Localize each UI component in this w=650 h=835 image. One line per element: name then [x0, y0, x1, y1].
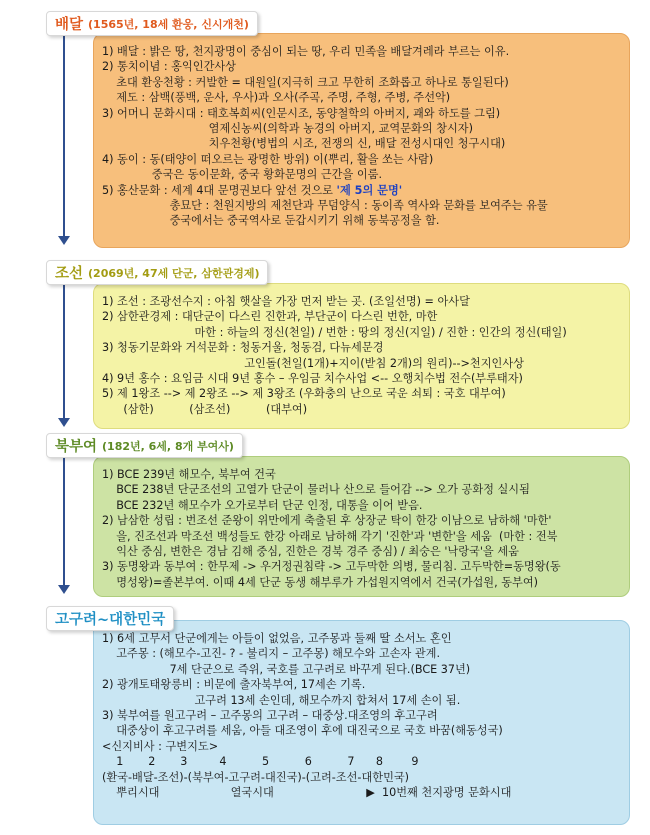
- timeline-arrow-1: [58, 236, 70, 245]
- section-header-joseon: [46, 260, 268, 285]
- section-header-bukbuyeo: [46, 433, 243, 458]
- text-line: 3) 북부여를 원고구려 – 고주몽의 고구려 – 대중상.대조영의 후고구려: [102, 708, 438, 722]
- section-title: 북부여: [55, 439, 98, 455]
- text-line: 4) 9년 홍수 : 요임금 시대 9년 홍수 – 우임금 치수사업 <-- 오행치수법 전수(부루태자): [102, 371, 523, 385]
- text-line: 3) 동명왕과 동부여 : 한무제 -> 우거정권침략 -> 고두막한 의병, 물리침. 고두막한=동명왕(동: [102, 560, 561, 574]
- text-line: 5) 제 1왕조 --> 제 2왕조 --> 제 3왕조 (우화충의 난으로 국운 쇠퇴 : 국호 대부여): [102, 387, 506, 401]
- text-line: 고인돌(천일(1개)+지이(받침 2개)의 원리)-->천지인사상: [102, 356, 524, 370]
- text-line: 1) 조선 : 조광선수지 : 아침 햇살을 가장 먼저 받는 곳. (조일선명) = 아사달: [102, 295, 470, 308]
- text-line: 5) 홍산문화 : 세계 4대 문명권보다 앞선 것으로: [102, 183, 337, 197]
- timeline-arrow-2: [58, 418, 70, 427]
- section-box-goguryeo: [93, 620, 630, 825]
- text-line: 총묘단 : 천원지방의 제천단과 무덤양식 : 동이족 역사와 문화를 보여주는 유물: [102, 198, 548, 212]
- text-line: 1) BCE 239년 해모수, 북부여 건국: [102, 468, 276, 481]
- text-line: 고구려 13세 손인데, 해모수까지 합쳐서 17세 손이 됨.: [102, 693, 461, 707]
- section-title: 고구려~대한민국: [55, 612, 166, 628]
- section-subtitle: (2069년, 47세 단군, 삼한관경제): [88, 266, 260, 280]
- text-line: 대중상이 후고구려를 세움, 아들 대조영이 후에 대진국으로 국호 바꿈(해동성국): [102, 724, 503, 738]
- text-line: (환국-배달-조선)-(북부여-고구려-대진국)-(고려-조선-대한민국): [102, 770, 410, 784]
- text-line-with-highlight: [102, 183, 621, 198]
- section-title: 조선: [55, 266, 84, 282]
- text-line: 2) 광개토태왕릉비 : 비문에 출자북부여, 17세손 기록.: [102, 678, 366, 692]
- text-line: 2) 남삼한 성립 : 번조선 준왕이 위만에게 축출된 후 상장군 탁이 한강 이남으로 남하해 '마한': [102, 514, 552, 528]
- text-line: 3) 청동기문화와 거석문화 : 청동거울, 청동검, 다뉴세문경: [102, 341, 384, 355]
- section-title: 배달: [55, 17, 84, 33]
- text-line: 명성왕)=졸본부여. 이때 4세 단군 동생 해부루가 가섭원지역에서 건국(가섭원, 동부여): [102, 575, 539, 589]
- text-line: (삼한) (삼조선) (대부여): [102, 402, 308, 416]
- section-box-baedal: [93, 33, 630, 248]
- text-line: BCE 238년 단군조선의 고열가 단군이 물러나 산으로 들어감 --> 오가 공화정 실시됨: [102, 483, 530, 497]
- timeline-arrow-3: [58, 585, 70, 594]
- text-line: 고주몽 : (해모수-고진- ? - 불리지 – 고주몽) 해모수와 고손자 관계.: [102, 647, 441, 661]
- timeline-line-3: [63, 456, 65, 586]
- text-line: 1) 배달 : 밝은 땅, 천지광명이 중심이 되는 땅, 우리 민족을 배달겨레라 부르는 이유.: [102, 45, 510, 58]
- section-subtitle: (182년, 6세, 8개 부여사): [102, 439, 234, 453]
- timeline-line-2: [63, 283, 65, 419]
- text-line: BCE 232년 해모수가 오가로부터 단군 인정, 대통을 이어 받음.: [102, 498, 423, 512]
- text-line: 2) 통치이념 : 홍익인간사상: [102, 60, 236, 74]
- text-line: 중국에서는 중국역사로 둔갑시키기 위해 동북공정을 함.: [102, 214, 440, 228]
- text-line: 2) 삼한관경제 : 대단군이 다스린 진한과, 부단군이 다스린 번한, 마한: [102, 310, 438, 324]
- text-line: 3) 어머니 문화시대 : 태호복희씨(인문시조, 동양철학의 아버지, 괘와 하도를 그림): [102, 106, 501, 120]
- section-header-goguryeo: [46, 606, 174, 631]
- section-box-bukbuyeo: [93, 456, 630, 597]
- timeline-line-1: [63, 32, 65, 237]
- text-line: 익산 중심, 변한은 경남 김해 중심, 진한은 경북 경주 중심) / 최숭은 '낙랑국'을 세움: [102, 544, 519, 558]
- text-line: 4) 동이 : 동(태양이 떠오르는 광명한 방위) 이(뿌리, 활을 쏘는 사람): [102, 152, 434, 166]
- section-box-joseon: [93, 283, 630, 429]
- text-line: 초대 환웅천황 : 커발한 = 대원일(지극히 크고 무한히 조화롭고 하나로 통일된다): [102, 75, 509, 89]
- text-line: 염제신농씨(의학과 농경의 아버지, 교역문화의 창시자): [102, 121, 473, 135]
- text-line: 7세 단군으로 즉위, 국호를 고구려로 바꾸게 된다.(BCE 37년): [102, 662, 471, 676]
- highlight-text: '제 5의 문명': [336, 183, 403, 197]
- text-line: 뿌리시대 열국시대 ▶ 10번째 천지광명 문화시대: [102, 785, 512, 799]
- text-line: 중국은 동이문화, 중국 황화문명의 근간을 이룸.: [102, 168, 383, 182]
- text-line: <신지비사 : 구변지도>: [102, 739, 219, 753]
- text-line: 1) 6세 고무서 단군에게는 아들이 없었음, 고주몽과 둘째 딸 소서노 혼인: [102, 632, 452, 645]
- text-line: 마한 : 하늘의 정신(천일) / 번한 : 땅의 정신(지일) / 진한 : 인간의 정신(태일): [102, 325, 567, 339]
- text-line: 제도 : 삼백(풍백, 운사, 우사)과 오사(주곡, 주명, 주형, 주병, 주선악): [102, 91, 451, 105]
- section-header-baedal: [46, 11, 258, 36]
- text-line: 1 2 3 4 5 6 7 8 9: [102, 755, 419, 769]
- section-subtitle: (1565년, 18세 환웅, 신시개천): [88, 17, 249, 31]
- text-line: 을, 진조선과 막조선 백성들도 한강 아래로 남하해 각기 '진한'과 '변한'을 세움 (마한 : 전북: [102, 529, 558, 543]
- text-line: 치우천황(병법의 시조, 전쟁의 신, 배달 전성시대인 청구시대): [102, 137, 506, 151]
